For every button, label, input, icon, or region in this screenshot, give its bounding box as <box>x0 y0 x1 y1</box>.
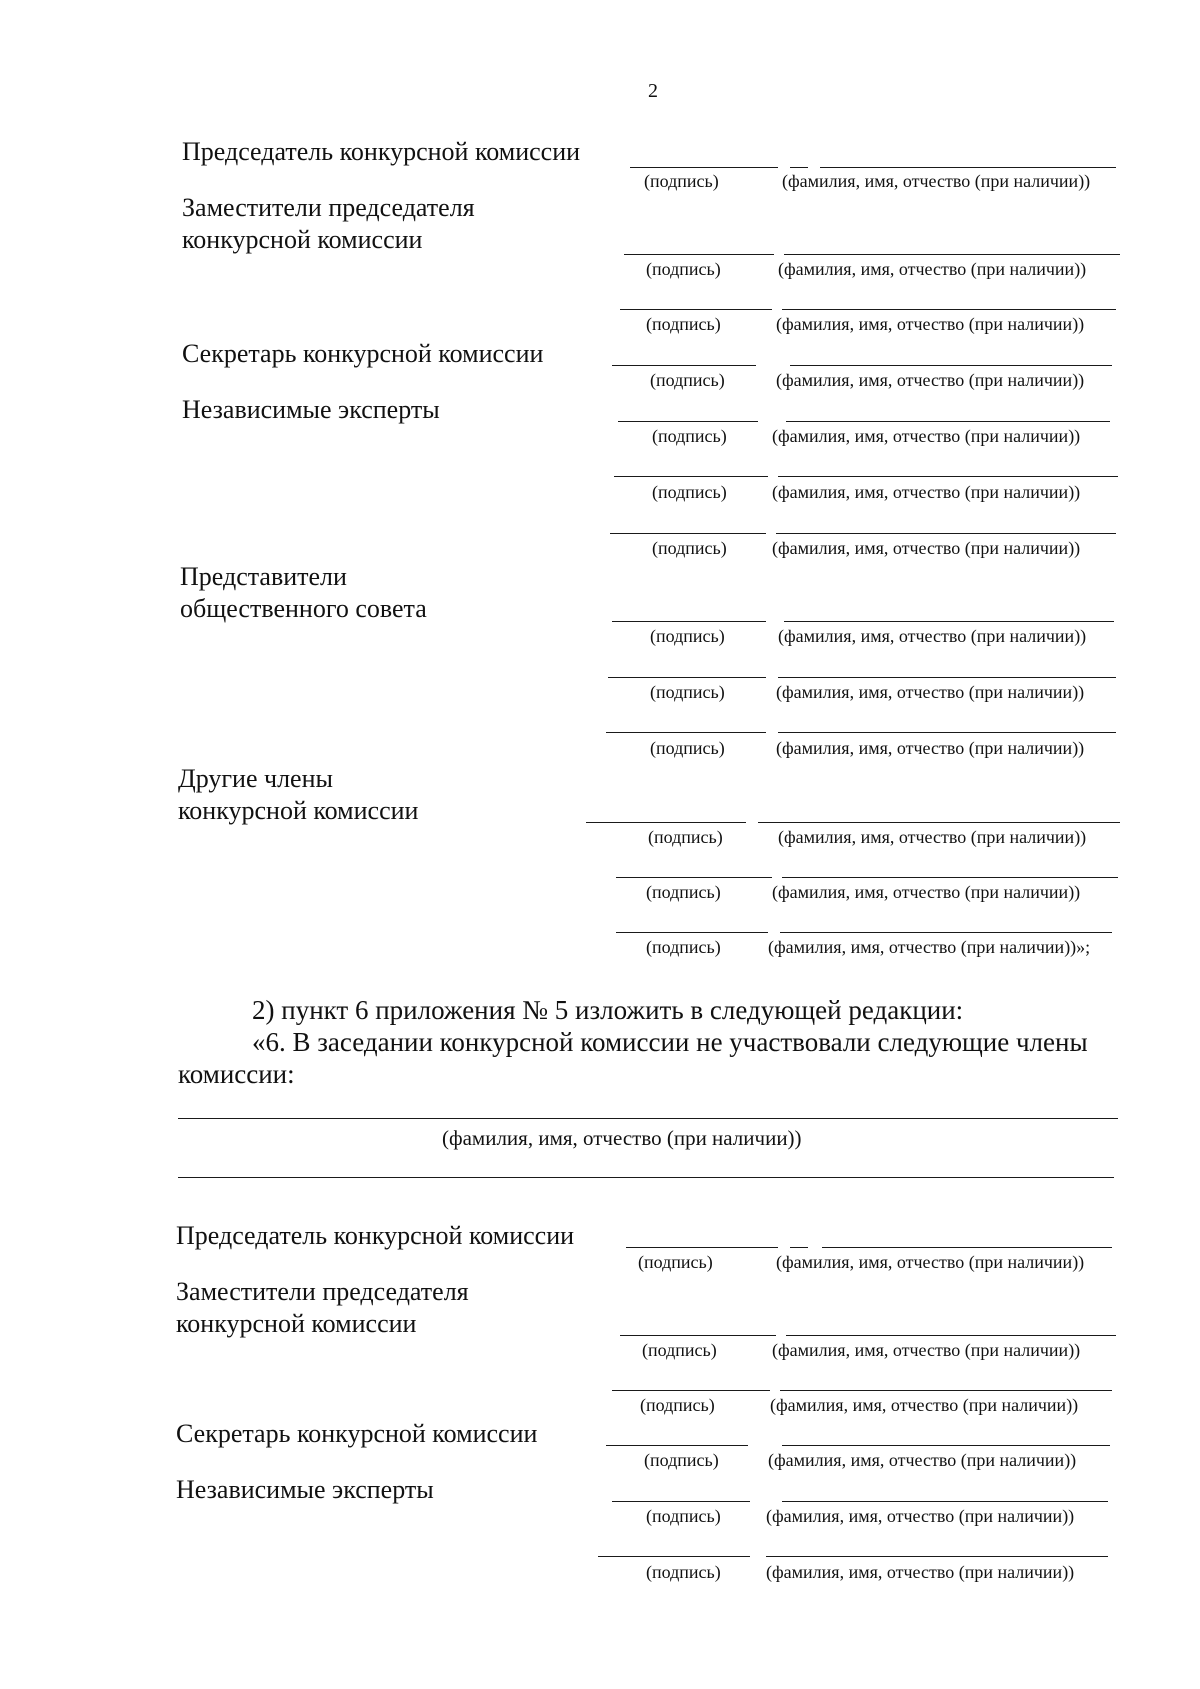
name-caption: (фамилия, имя, отчество (при наличии)) <box>776 370 1085 390</box>
signature-caption: (подпись) <box>638 1252 713 1272</box>
signature-caption: (подпись) <box>652 426 727 446</box>
signature-caption: (подпись) <box>646 882 721 902</box>
signature-line <box>630 167 778 168</box>
name-caption: (фамилия, имя, отчество (при наличии)) <box>770 1395 1079 1415</box>
signature-line <box>612 365 756 366</box>
deputies-label-line2: конкурсной комиссии <box>182 225 423 254</box>
name-caption: (фамилия, имя, отчество (при наличии)) <box>772 882 1081 902</box>
name-caption: (фамилия, имя, отчество (при наличии)) <box>766 1506 1075 1526</box>
signature-line <box>606 1445 748 1446</box>
amendment-line1: 2) пункт 6 приложения № 5 изложить в следующей редакции: <box>252 995 964 1025</box>
name-line <box>758 822 1120 823</box>
name-caption: (фамилия, имя, отчество (при наличии)) <box>776 314 1085 334</box>
signature-line <box>616 877 772 878</box>
signature-line <box>626 1247 778 1248</box>
name-caption: (фамилия, имя, отчество (при наличии)) <box>772 538 1081 558</box>
amendment-line3: комиссии: <box>178 1059 295 1089</box>
experts-label-2: Независимые эксперты <box>176 1475 434 1504</box>
signature-line <box>606 732 766 733</box>
signature-line <box>610 533 766 534</box>
signature-caption: (подпись) <box>646 937 721 957</box>
signature-line <box>612 1501 750 1502</box>
chairman-label-2: Председатель конкурсной комиссии <box>176 1221 575 1250</box>
signature-line <box>614 476 768 477</box>
name-caption: (фамилия, имя, отчество (при наличии)) <box>772 426 1081 446</box>
absent-member-line <box>178 1118 1118 1119</box>
signature-caption: (подпись) <box>644 171 719 191</box>
name-line <box>784 621 1114 622</box>
name-caption: (фамилия, имя, отчество (при наличии)) <box>776 1252 1085 1272</box>
signature-line <box>608 677 766 678</box>
signature-line <box>586 822 746 823</box>
other-members-label-line2: конкурсной комиссии <box>178 796 419 825</box>
signature-line <box>618 421 758 422</box>
signature-line <box>598 1556 750 1557</box>
absent-member-caption: (фамилия, имя, отчество (при наличии)) <box>442 1126 802 1150</box>
name-line <box>784 254 1120 255</box>
signature-caption: (подпись) <box>640 1395 715 1415</box>
name-caption: (фамилия, имя, отчество (при наличии))»; <box>768 937 1091 957</box>
name-line <box>782 877 1118 878</box>
signature-line <box>612 621 766 622</box>
signature-line <box>624 254 774 255</box>
name-caption: (фамилия, имя, отчество (при наличии)) <box>766 1562 1075 1582</box>
name-line <box>766 1556 1108 1557</box>
other-members-label-line1: Другие члены <box>178 764 333 793</box>
signature-line <box>620 1335 776 1336</box>
signature-caption: (подпись) <box>648 827 723 847</box>
name-caption: (фамилия, имя, отчество (при наличии)) <box>772 482 1081 502</box>
signature-line <box>612 1390 770 1391</box>
signature-line <box>790 167 808 168</box>
name-caption: (фамилия, имя, отчество (при наличии)) <box>782 171 1091 191</box>
public-council-label-line2: общественного совета <box>180 594 427 623</box>
deputies-label-line1: Заместители председателя <box>182 193 475 222</box>
name-caption: (фамилия, имя, отчество (при наличии)) <box>778 827 1087 847</box>
signature-caption: (подпись) <box>646 314 721 334</box>
secretary-label: Секретарь конкурсной комиссии <box>182 339 544 368</box>
name-line <box>790 365 1112 366</box>
name-line <box>778 476 1118 477</box>
name-caption: (фамилия, имя, отчество (при наличии)) <box>776 738 1085 758</box>
signature-caption: (подпись) <box>646 259 721 279</box>
name-line <box>820 167 1116 168</box>
name-line <box>780 932 1112 933</box>
name-line <box>778 677 1116 678</box>
name-caption: (фамилия, имя, отчество (при наличии)) <box>778 259 1087 279</box>
signature-line <box>620 309 772 310</box>
signature-caption: (подпись) <box>650 738 725 758</box>
absent-member-line <box>178 1177 1114 1178</box>
name-line <box>782 1445 1110 1446</box>
name-line <box>786 421 1110 422</box>
signature-caption: (подпись) <box>650 626 725 646</box>
signature-caption: (подпись) <box>652 538 727 558</box>
signature-caption: (подпись) <box>646 1562 721 1582</box>
page-number: 2 <box>648 80 658 102</box>
signature-caption: (подпись) <box>644 1450 719 1470</box>
chairman-label: Председатель конкурсной комиссии <box>182 137 581 166</box>
name-caption: (фамилия, имя, отчество (при наличии)) <box>776 682 1085 702</box>
experts-label: Независимые эксперты <box>182 395 440 424</box>
secretary-label-2: Секретарь конкурсной комиссии <box>176 1419 538 1448</box>
name-caption: (фамилия, имя, отчество (при наличии)) <box>778 626 1087 646</box>
name-line <box>780 1390 1112 1391</box>
name-line <box>782 309 1116 310</box>
signature-caption: (подпись) <box>652 482 727 502</box>
signature-line <box>790 1247 808 1248</box>
signature-caption: (подпись) <box>642 1340 717 1360</box>
name-caption: (фамилия, имя, отчество (при наличии)) <box>772 1340 1081 1360</box>
signature-line <box>616 932 768 933</box>
name-line <box>822 1247 1112 1248</box>
name-caption: (фамилия, имя, отчество (при наличии)) <box>768 1450 1077 1470</box>
name-line <box>786 1335 1116 1336</box>
deputies-label-2-line1: Заместители председателя <box>176 1277 469 1306</box>
signature-caption: (подпись) <box>650 370 725 390</box>
signature-caption: (подпись) <box>650 682 725 702</box>
deputies-label-2-line2: конкурсной комиссии <box>176 1309 417 1338</box>
signature-caption: (подпись) <box>646 1506 721 1526</box>
public-council-label-line1: Представители <box>180 562 347 591</box>
name-line <box>776 533 1116 534</box>
amendment-line2: «6. В заседании конкурсной комиссии не участвовали следующие члены <box>252 1027 1088 1057</box>
name-line <box>778 732 1116 733</box>
name-line <box>782 1501 1108 1502</box>
